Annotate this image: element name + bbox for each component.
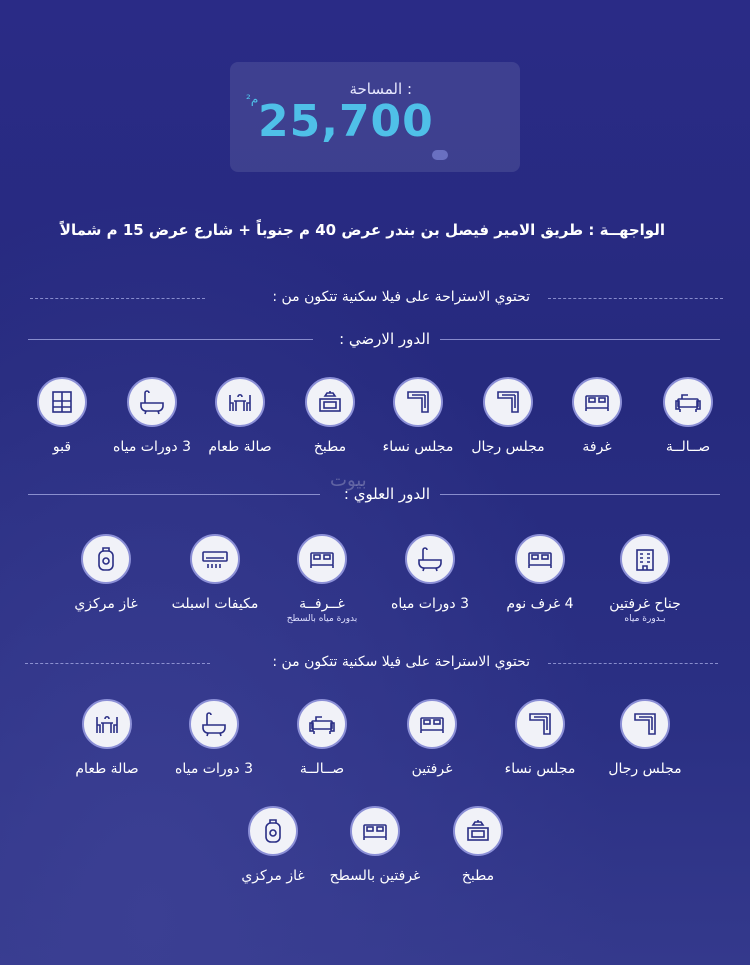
blurred-text <box>432 150 448 160</box>
majlis-icon <box>483 377 533 427</box>
feature-label: مجلس رجال <box>471 439 545 455</box>
feature-item <box>52 699 162 777</box>
feature-sublabel: بـدورة مياه <box>624 614 666 624</box>
feature-label: غرفة <box>582 439 612 455</box>
window-icon <box>37 377 87 427</box>
feature-label: مجلس نساء <box>504 761 576 777</box>
divider <box>25 663 210 664</box>
divider <box>28 494 320 495</box>
divider <box>440 494 720 495</box>
feature-label: غرفتين <box>411 761 453 777</box>
bathtub-icon <box>127 377 177 427</box>
feature-label: صــالــة <box>299 761 345 777</box>
feature-label: مطبخ <box>313 439 347 455</box>
gas-icon <box>248 806 298 856</box>
feature-item <box>51 534 161 612</box>
area-label: المساحة : <box>349 80 412 98</box>
area-unit: م² <box>246 92 259 106</box>
divider <box>548 298 723 299</box>
feature-label: غاز مركزي <box>74 596 138 612</box>
feature-label: غاز مركزي <box>241 868 305 884</box>
divider <box>440 339 720 340</box>
feature-item <box>320 806 430 884</box>
sofa-icon <box>663 377 713 427</box>
feature-label: مجلس رجال <box>608 761 682 777</box>
bathtub-icon <box>189 699 239 749</box>
dining-icon <box>215 377 265 427</box>
bed-icon <box>350 806 400 856</box>
bathtub-icon <box>405 534 455 584</box>
feature-label: 3 دورات مياه <box>113 439 191 455</box>
feature-label: غــرفــة <box>299 596 345 612</box>
feature-item <box>485 534 595 612</box>
ground-floor-title: الدور الارضي : <box>339 330 430 348</box>
facade-text: الواجهــة : طريق الامير فيصل بن بندر عرض 40 م جنوباً + شارع عرض 15 م شمالاً <box>59 221 665 239</box>
divider <box>548 663 718 664</box>
feature-item <box>7 377 117 455</box>
ac-icon <box>190 534 240 584</box>
bed-icon <box>407 699 457 749</box>
feature-label: مطبخ <box>461 868 495 884</box>
kitchen-icon <box>305 377 355 427</box>
feature-item <box>160 534 270 612</box>
feature-item <box>590 699 700 777</box>
feature-item <box>377 699 487 777</box>
feature-item <box>375 534 485 612</box>
majlis-icon <box>393 377 443 427</box>
area-value: 25,700 <box>258 96 434 147</box>
watermark: بيوت <box>330 470 367 491</box>
majlis-icon <box>515 699 565 749</box>
bed-icon <box>572 377 622 427</box>
gas-icon <box>81 534 131 584</box>
feature-label: 4 غرف نوم <box>506 596 574 612</box>
upper-floor-title: الدور العلوي : <box>343 485 430 503</box>
feature-label: صالة طعام <box>75 761 139 777</box>
feature-item <box>423 806 533 884</box>
feature-item <box>267 699 377 777</box>
feature-label: صــالــة <box>665 439 711 455</box>
feature-item <box>267 534 377 624</box>
feature-label: مكيفات اسبلت <box>171 596 259 612</box>
feature-label: مجلس نساء <box>382 439 454 455</box>
feature-label: جناح غرفتين <box>609 596 681 612</box>
feature-sublabel: بدورة مياه بالسطح <box>286 614 358 624</box>
bed-icon <box>515 534 565 584</box>
section-title: تحتوي الاستراحة على فيلا سكنية تتكون من : <box>272 289 530 305</box>
bed-icon <box>297 534 347 584</box>
feature-item <box>218 806 328 884</box>
feature-label: 3 دورات مياه <box>391 596 469 612</box>
section-title: تحتوي الاستراحة على فيلا سكنية تتكون من : <box>272 654 530 670</box>
feature-item <box>590 534 700 624</box>
divider <box>30 298 205 299</box>
feature-label: غرفتين بالسطح <box>329 868 421 884</box>
sofa-icon <box>297 699 347 749</box>
feature-item <box>485 699 595 777</box>
feature-label: 3 دورات مياه <box>175 761 253 777</box>
kitchen-icon <box>453 806 503 856</box>
majlis-icon <box>620 699 670 749</box>
feature-label: قبو <box>52 439 72 455</box>
building-icon <box>620 534 670 584</box>
feature-item <box>159 699 269 777</box>
dining-icon <box>82 699 132 749</box>
divider <box>28 339 313 340</box>
feature-label: صالة طعام <box>208 439 272 455</box>
